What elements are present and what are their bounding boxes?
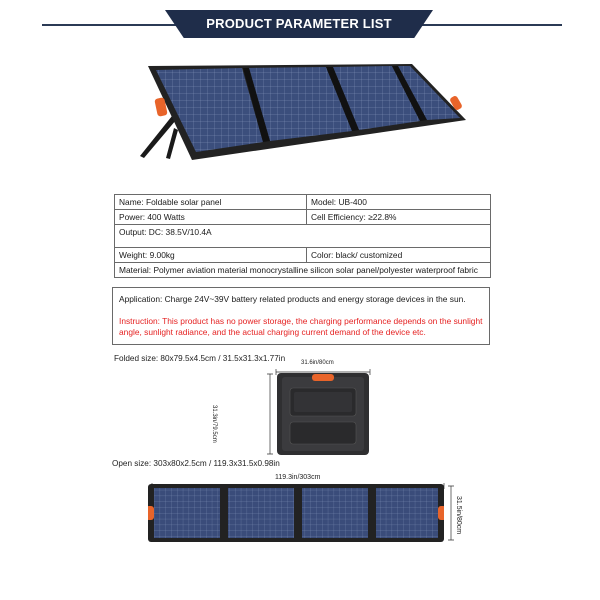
folded-panel-image: [276, 372, 370, 456]
folded-width-label: 31.6in/80cm: [301, 360, 334, 366]
table-row: [115, 248, 491, 263]
solar-panel-hero-image: [130, 58, 480, 178]
spec-power: Power: 400 Watts: [115, 210, 307, 225]
spec-table: [114, 194, 491, 278]
open-width-label: 119.3in/303cm: [275, 474, 321, 481]
table-row: [115, 225, 491, 248]
open-panel-image: [148, 484, 444, 542]
application-text: Application: Charge 24V~39V battery related products and energy storage devices in the sun.: [119, 294, 466, 304]
spec-material: Material: Polymer aviation material monocrystalline silicon solar panel/polyester waterproof fabric: [115, 263, 491, 278]
table-row: [115, 195, 491, 210]
folded-size-caption: Folded size: 80x79.5x4.5cm / 31.5x31.3x1.77in: [114, 354, 286, 363]
table-row: [115, 210, 491, 225]
spec-output: Output: DC: 38.5V/10.4A: [115, 225, 491, 248]
page-title: PRODUCT PARAMETER LIST: [206, 16, 392, 31]
table-row: [115, 263, 491, 278]
spec-color: Color: black/ customized: [307, 248, 491, 263]
spec-name: Name: Foldable solar panel: [115, 195, 307, 210]
folded-height-label: 31.3in/79.5cm: [211, 405, 217, 443]
open-height-label: 31.5in/80cm: [455, 496, 462, 535]
spec-weight: Weight: 9.00kg: [115, 248, 307, 263]
instruction-text: Instruction: This product has no power storage, the charging performance depends on the sunlight angle, sunlight radiance, and the actual charging current demand of the device etc.: [119, 316, 483, 337]
spec-efficiency: Cell Efficiency: ≥22.8%: [307, 210, 491, 225]
open-size-caption: Open size: 303x80x2.5cm / 119.3x31.5x0.98in: [112, 459, 280, 468]
spec-model: Model: UB-400: [307, 195, 491, 210]
folded-height-dimension-line: [265, 372, 275, 456]
application-box: [112, 287, 490, 345]
